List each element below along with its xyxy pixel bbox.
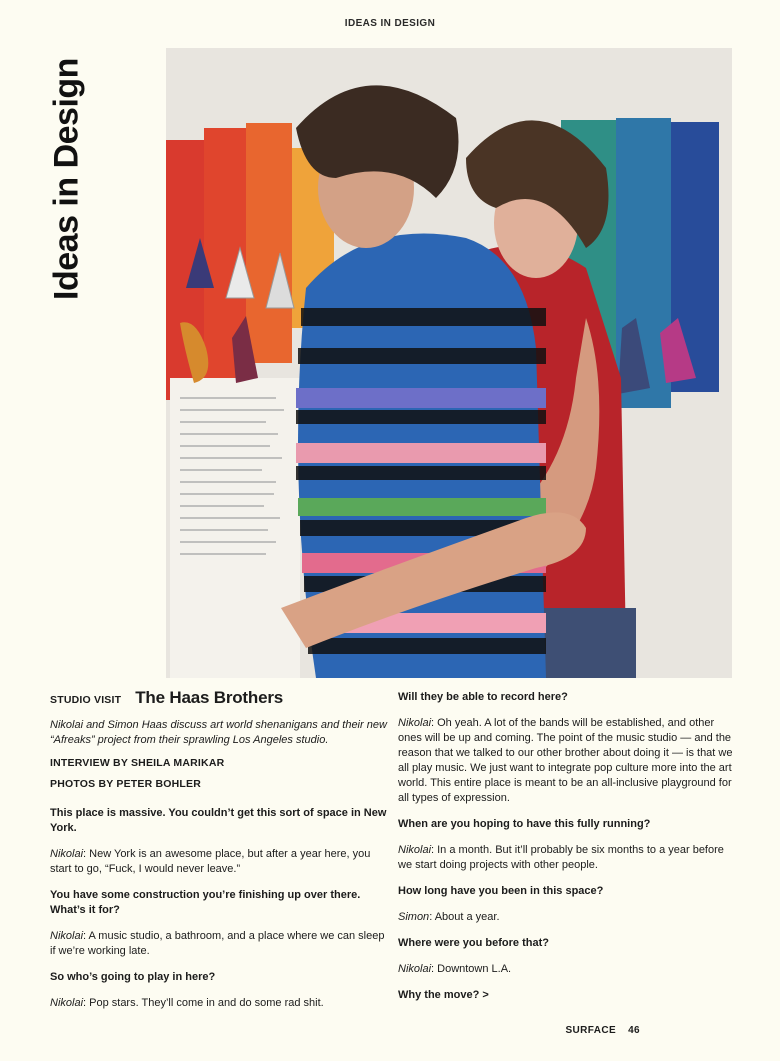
feature-photo xyxy=(166,48,732,678)
interview-question: This place is massive. You couldn’t get this sort of space in New York. xyxy=(50,807,387,834)
answer-text: : Downtown L.A. xyxy=(431,963,512,975)
interview-answer xyxy=(398,716,738,806)
article-dek: Nikolai and Simon Haas discuss art world shenanigans and their new “Afreaks” project from their sprawling Los Angeles studio. xyxy=(50,719,387,746)
answer-text: : In a month. But it’ll probably be six months to a year before we start doing projects with other people. xyxy=(398,844,724,871)
interview-answer xyxy=(398,910,738,925)
speaker-name: Simon xyxy=(398,911,430,923)
speaker-name: Nikolai xyxy=(398,963,432,975)
interview-answer xyxy=(398,962,738,977)
section-title-text: Ideas in Design xyxy=(47,58,86,300)
feature-photo-illustration xyxy=(166,48,732,678)
answer-text: : New York is an awesome place, but after a year here, you start to go, “Fuck, I would never leave.” xyxy=(50,848,371,875)
interview-question: So who’s going to play in here? xyxy=(50,971,216,983)
interview-answer xyxy=(50,996,388,1011)
interview-answer xyxy=(50,929,388,959)
answer-text: : Oh yeah. A lot of the bands will be established, and other ones will be up and coming. The point of the music studio — and the reason that we talked to our other brother about doing it — is that we all play music. We just want to integrate pop culture more into the art world. This entire place is meant to be an all-inclusive playground for all types of expression. xyxy=(398,717,733,804)
article-headline: The Haas Brothers xyxy=(135,688,284,707)
interview-question: You have some construction you’re finishing up over there. What’s it for? xyxy=(50,889,361,916)
section-title xyxy=(47,48,87,310)
speaker-name: Nikolai xyxy=(50,848,84,860)
article-header xyxy=(50,690,388,708)
photo-credit: PHOTOS BY PETER BOHLER xyxy=(50,778,202,790)
interview-question-continued: Why the move? > xyxy=(398,989,489,1001)
interview-answer xyxy=(50,847,388,877)
answer-text: : A music studio, a bathroom, and a place where we can sleep if we’re working late. xyxy=(50,930,385,957)
interview-question: Where were you before that? xyxy=(398,937,549,949)
magazine-name: SURFACE xyxy=(565,1025,617,1036)
interview-credit: INTERVIEW BY SHEILA MARIKAR xyxy=(50,757,225,769)
page-number: 46 xyxy=(628,1025,640,1036)
article-column-right xyxy=(398,690,738,1014)
article-column-left xyxy=(50,690,388,1022)
speaker-name: Nikolai xyxy=(398,844,432,856)
section-kicker: STUDIO VISIT xyxy=(50,694,122,706)
speaker-name: Nikolai xyxy=(50,930,84,942)
interview-question: How long have you been in this space? xyxy=(398,885,604,897)
interview-question: Will they be able to record here? xyxy=(398,691,568,703)
answer-text: : Pop stars. They’ll come in and do some rad shit. xyxy=(83,997,324,1009)
answer-text: : About a year. xyxy=(429,911,500,923)
interview-question: When are you hoping to have this fully running? xyxy=(398,818,651,830)
running-head: IDEAS IN DESIGN xyxy=(344,18,436,29)
speaker-name: Nikolai xyxy=(50,997,84,1009)
speaker-name: Nikolai xyxy=(398,717,432,729)
folio xyxy=(565,1025,640,1036)
interview-answer xyxy=(398,843,738,873)
